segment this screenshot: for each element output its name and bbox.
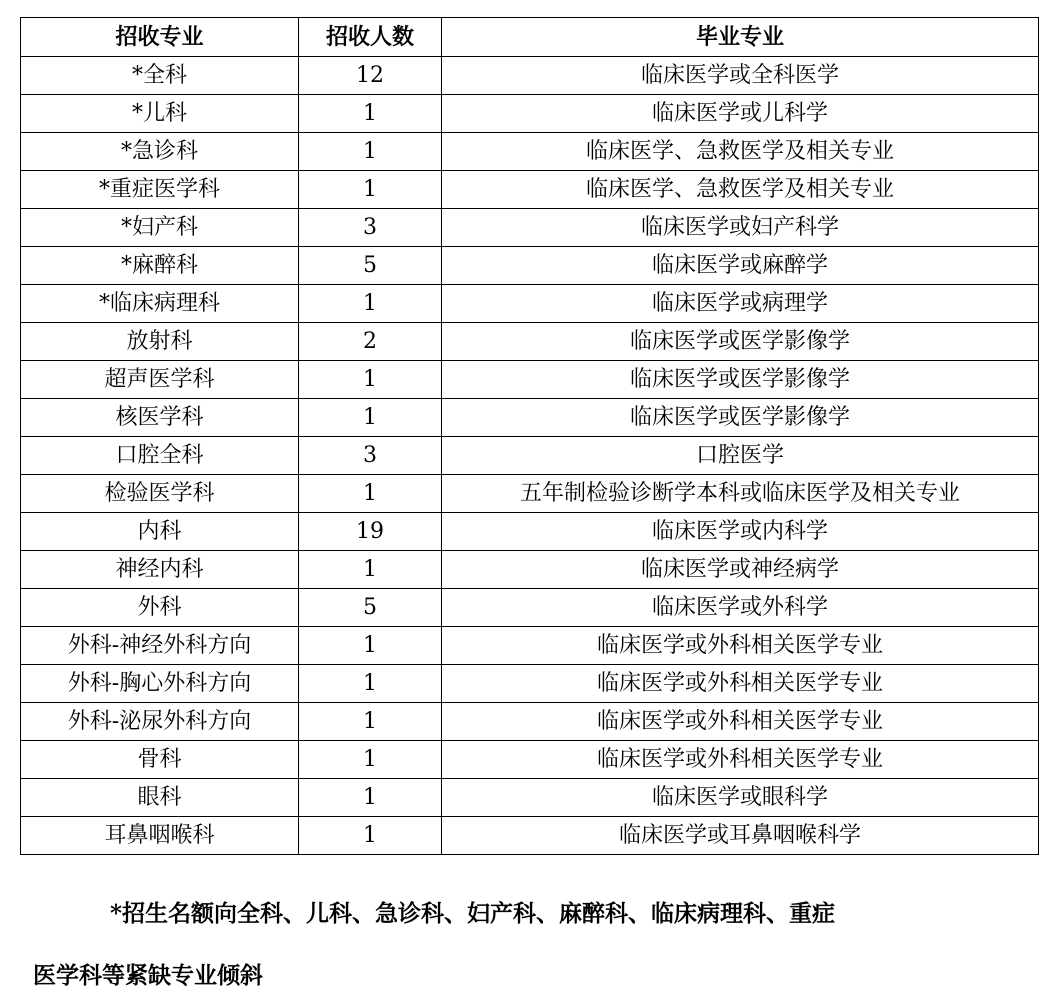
table-row (21, 627, 1039, 665)
table-row (21, 247, 1039, 285)
cell-enrollment-count: 3 (299, 437, 442, 475)
table-row (21, 703, 1039, 741)
header-graduate-major: 毕业专业 (442, 18, 1039, 57)
cell-enrollment-major: 超声医学科 (21, 361, 299, 399)
table-row (21, 589, 1039, 627)
cell-graduate-major: 临床医学或妇产科学 (442, 209, 1039, 247)
table-row (21, 665, 1039, 703)
table-row (21, 817, 1039, 855)
cell-enrollment-major: 口腔全科 (21, 437, 299, 475)
cell-graduate-major: 临床医学或耳鼻咽喉科学 (442, 817, 1039, 855)
cell-enrollment-count: 1 (299, 133, 442, 171)
cell-enrollment-major: 外科 (21, 589, 299, 627)
cell-enrollment-major: 神经内科 (21, 551, 299, 589)
cell-graduate-major: 临床医学、急救医学及相关专业 (442, 171, 1039, 209)
cell-graduate-major: 临床医学或外科相关医学专业 (442, 703, 1039, 741)
cell-enrollment-count: 1 (299, 399, 442, 437)
table-row (21, 209, 1039, 247)
cell-graduate-major: 临床医学或神经病学 (442, 551, 1039, 589)
cell-enrollment-major: 内科 (21, 513, 299, 551)
cell-graduate-major: 口腔医学 (442, 437, 1039, 475)
cell-enrollment-count: 1 (299, 551, 442, 589)
cell-enrollment-major: *临床病理科 (21, 285, 299, 323)
cell-enrollment-major: 外科-胸心外科方向 (21, 665, 299, 703)
table-row (21, 551, 1039, 589)
table-row (21, 323, 1039, 361)
cell-graduate-major: 临床医学或全科医学 (442, 57, 1039, 95)
cell-graduate-major: 临床医学或内科学 (442, 513, 1039, 551)
cell-graduate-major: 临床医学、急救医学及相关专业 (442, 133, 1039, 171)
cell-graduate-major: 临床医学或外科学 (442, 589, 1039, 627)
table-row (21, 475, 1039, 513)
cell-enrollment-count: 1 (299, 475, 442, 513)
enrollment-table (20, 17, 1039, 855)
cell-enrollment-major: 核医学科 (21, 399, 299, 437)
header-enrollment-count: 招收人数 (299, 18, 442, 57)
cell-enrollment-major: *麻醉科 (21, 247, 299, 285)
table-row (21, 285, 1039, 323)
cell-graduate-major: 临床医学或病理学 (442, 285, 1039, 323)
cell-enrollment-major: *全科 (21, 57, 299, 95)
footnote-line-2: 医学科等紧缺专业倾斜 (33, 962, 263, 989)
cell-enrollment-major: 检验医学科 (21, 475, 299, 513)
cell-enrollment-major: 外科-神经外科方向 (21, 627, 299, 665)
table-body (21, 57, 1039, 855)
table-row (21, 361, 1039, 399)
footnote-line-1: *招生名额向全科、儿科、急诊科、妇产科、麻醉科、临床病理科、重症 (110, 900, 836, 927)
cell-enrollment-count: 5 (299, 589, 442, 627)
cell-enrollment-major: 耳鼻咽喉科 (21, 817, 299, 855)
cell-enrollment-major: 眼科 (21, 779, 299, 817)
cell-enrollment-count: 2 (299, 323, 442, 361)
cell-enrollment-count: 1 (299, 665, 442, 703)
cell-enrollment-count: 1 (299, 817, 442, 855)
cell-graduate-major: 临床医学或麻醉学 (442, 247, 1039, 285)
cell-enrollment-major: *儿科 (21, 95, 299, 133)
cell-enrollment-count: 1 (299, 171, 442, 209)
cell-enrollment-major: 放射科 (21, 323, 299, 361)
cell-graduate-major: 临床医学或儿科学 (442, 95, 1039, 133)
cell-enrollment-major: *重症医学科 (21, 171, 299, 209)
cell-graduate-major: 临床医学或医学影像学 (442, 323, 1039, 361)
cell-enrollment-count: 1 (299, 627, 442, 665)
cell-enrollment-count: 1 (299, 361, 442, 399)
cell-graduate-major: 五年制检验诊断学本科或临床医学及相关专业 (442, 475, 1039, 513)
cell-enrollment-count: 12 (299, 57, 442, 95)
cell-enrollment-major: *妇产科 (21, 209, 299, 247)
cell-graduate-major: 临床医学或医学影像学 (442, 361, 1039, 399)
cell-graduate-major: 临床医学或外科相关医学专业 (442, 665, 1039, 703)
table-row (21, 513, 1039, 551)
cell-enrollment-major: 骨科 (21, 741, 299, 779)
cell-graduate-major: 临床医学或眼科学 (442, 779, 1039, 817)
cell-enrollment-count: 1 (299, 741, 442, 779)
cell-enrollment-count: 1 (299, 95, 442, 133)
table-row (21, 133, 1039, 171)
table-row (21, 437, 1039, 475)
cell-enrollment-count: 19 (299, 513, 442, 551)
cell-graduate-major: 临床医学或医学影像学 (442, 399, 1039, 437)
table-row (21, 779, 1039, 817)
table-row (21, 399, 1039, 437)
cell-enrollment-count: 5 (299, 247, 442, 285)
cell-enrollment-count: 3 (299, 209, 442, 247)
cell-enrollment-major: *急诊科 (21, 133, 299, 171)
cell-graduate-major: 临床医学或外科相关医学专业 (442, 741, 1039, 779)
cell-enrollment-count: 1 (299, 285, 442, 323)
cell-enrollment-count: 1 (299, 779, 442, 817)
cell-enrollment-count: 1 (299, 703, 442, 741)
table-header-row (21, 18, 1039, 57)
cell-enrollment-major: 外科-泌尿外科方向 (21, 703, 299, 741)
table-row (21, 741, 1039, 779)
cell-graduate-major: 临床医学或外科相关医学专业 (442, 627, 1039, 665)
table-row (21, 95, 1039, 133)
header-enrollment-major: 招收专业 (21, 18, 299, 57)
table-row (21, 57, 1039, 95)
table-row (21, 171, 1039, 209)
